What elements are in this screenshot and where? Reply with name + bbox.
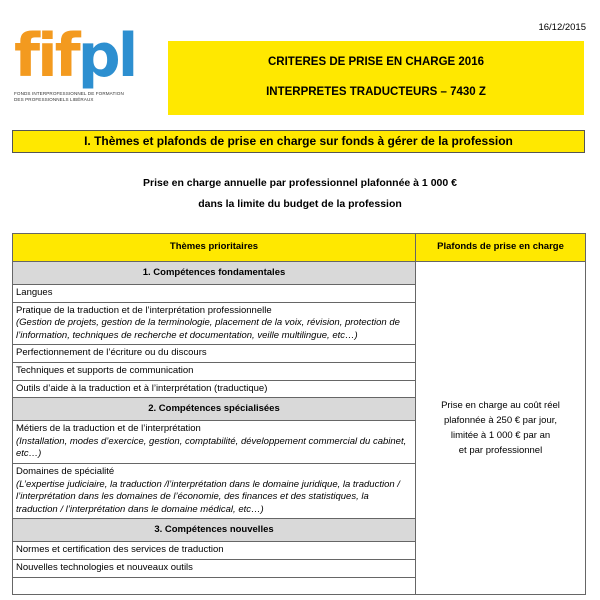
theme-item: Outils d’aide à la traduction et à l’interprétation (traductique): [13, 380, 416, 398]
theme-item: Techniques et supports de communication: [13, 362, 416, 380]
theme-item: Normes et certification des services de traduction: [13, 542, 416, 560]
document-date: 16/12/2015: [538, 22, 586, 33]
header-themes: Thèmes prioritaires: [13, 234, 416, 262]
theme-item: Domaines de spécialité (L’expertise judiciaire, la traduction /l’interprétation dans le domaine juridique, la traduction / l’interprétation dans les domaines de l’économie, des finances et des statistiques, la traduction / l’interprétation dans le domaine médical, etc…): [13, 463, 416, 518]
logo-subtitle: FONDS INTERPROFESSIONNEL DE FORMATION DES PROFESSIONNELS LIBÉRAUX: [14, 91, 124, 102]
criteria-table: [12, 233, 586, 595]
table-row: [13, 262, 586, 285]
category-heading: 1. Compétences fondamentales: [13, 262, 416, 285]
theme-item: Métiers de la traduction et de l’interprétation (Installation, modes d’exercice, gestion, comptabilité, développement commercial du cabinet, etc…): [13, 421, 416, 464]
table-header-row: [13, 234, 586, 262]
category-heading: 2. Compétences spécialisées: [13, 398, 416, 421]
ceiling-cell: Prise en charge au coût réel plafonnée à 250 € par jour, limitée à 1 000 € par an et par professionnel: [416, 262, 586, 595]
theme-item: Nouvelles technologies et nouveaux outils: [13, 559, 416, 577]
theme-item: Pratique de la traduction et de l’interprétation professionnelle (Gestion de projets, gestion de la terminologie, placement de la voix, révision, protection de l’information, techniques de recherche et documentation, veille multilingue, etc…): [13, 302, 416, 345]
theme-item: Langues: [13, 285, 416, 303]
category-heading: 3. Compétences nouvelles: [13, 519, 416, 542]
document-subtitle: INTERPRETES TRADUCTEURS – 7430 Z: [266, 86, 486, 98]
header-ceiling: Plafonds de prise en charge: [416, 234, 586, 262]
theme-item: Perfectionnement de l’écriture ou du discours: [13, 345, 416, 363]
document-title: CRITERES DE PRISE EN CHARGE 2016: [267, 56, 484, 68]
title-banner: [168, 41, 584, 115]
logo-wordmark: fifpl: [14, 21, 136, 91]
fifpl-logo: [14, 21, 154, 116]
intro-line-2: dans la limite du budget de la profession: [198, 198, 402, 210]
theme-item: [13, 577, 416, 594]
intro-line-1: Prise en charge annuelle par professionnel plafonnée à 1 000 €: [143, 177, 457, 189]
section-heading: I. Thèmes et plafonds de prise en charge sur fonds à gérer de la profession: [12, 130, 585, 153]
